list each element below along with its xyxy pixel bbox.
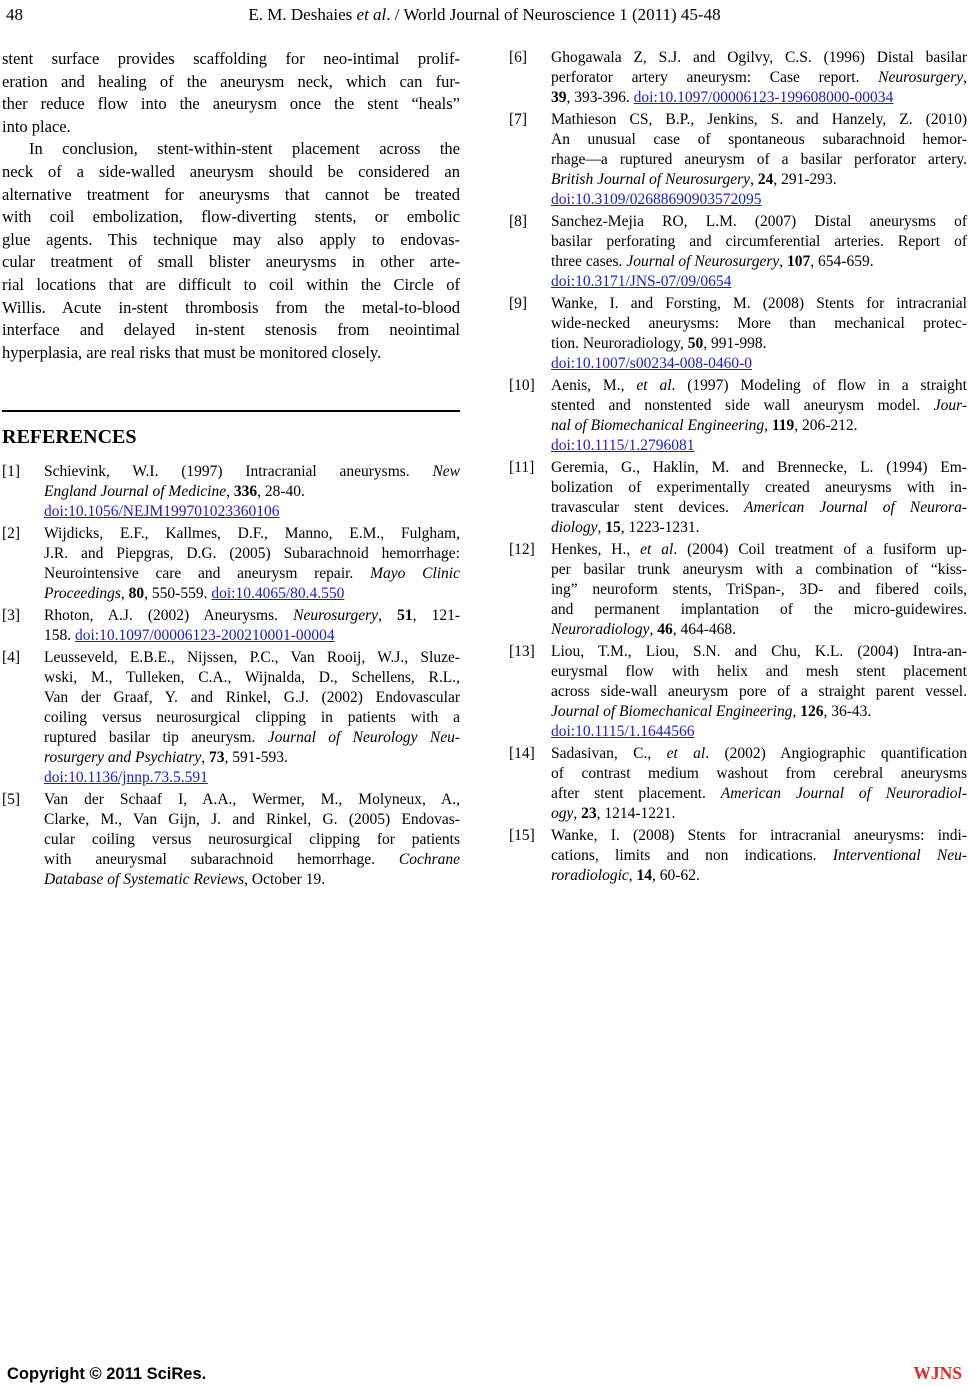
text-segment: Sanchez-Mejia RO, L.M. (2007) Distal aneurysms of xyxy=(551,213,967,230)
doi-link[interactable]: doi:10.1097/00006123-200210001-00004 xyxy=(75,627,335,645)
text-line xyxy=(551,88,967,108)
text-segment: Van der Graaf, Y. and Rinkel, G.J. (2002) Endovascular xyxy=(44,689,460,707)
text-segment: , xyxy=(628,867,637,884)
reference-content xyxy=(551,212,967,292)
text-segment: , xyxy=(779,253,788,270)
text-line xyxy=(551,150,967,170)
reference-item xyxy=(2,790,460,890)
reference-item xyxy=(2,648,460,788)
text-segment: hyperplasia, are real risks that must be monitored closely. xyxy=(2,342,382,362)
reference-item xyxy=(509,212,967,292)
text-line xyxy=(2,184,460,207)
reference-content xyxy=(551,642,967,742)
text-segment: England Journal of Medicine xyxy=(44,483,227,501)
text-segment: rhage—a ruptured aneurysm of a basilar perforator artery. xyxy=(551,151,967,168)
text-line xyxy=(2,71,460,94)
text-segment: , xyxy=(750,171,758,188)
text-segment: eurysmal flow with helix and mesh stent placement xyxy=(551,663,967,680)
text-segment: , 36-43. xyxy=(823,703,872,720)
text-line xyxy=(551,540,967,560)
text-segment: Journal of Neurosurgery xyxy=(626,253,780,270)
text-segment: Wijdicks, E.F., Kallmes, D.F., Manno, E.M., Fulgham, xyxy=(44,525,460,543)
reference-content xyxy=(44,606,460,646)
text-line xyxy=(2,116,460,139)
two-column-body xyxy=(2,48,967,892)
text-segment: Willis. Acute in-stent thrombosis from the metal-to-blood xyxy=(2,297,460,317)
copyright-text: Copyright © 2011 SciRes. xyxy=(7,1365,207,1383)
reference-label: [4] xyxy=(2,649,21,667)
text-segment: stent surface provides scaffolding for neo-intimal prolif- xyxy=(2,49,460,68)
text-line xyxy=(551,130,967,150)
references-list-right xyxy=(509,48,967,886)
text-line xyxy=(2,138,460,161)
text-segment: An unusual case of spontaneous subarachnoid hemor- xyxy=(551,131,967,148)
text-segment: Neurosurgery xyxy=(878,69,964,86)
reference-item xyxy=(2,462,460,522)
text-segment: . (2004) Coil treatment of a fusiform up- xyxy=(673,541,967,558)
text-line xyxy=(551,48,967,68)
text-segment: , xyxy=(201,749,210,767)
doi-link[interactable]: doi:10.1007/s00234-008-0460-0 xyxy=(551,355,753,372)
text-segment: Van der Schaaf I, A.A., Wermer, M., Molyneux, A., xyxy=(44,791,460,809)
text-segment: Neuroradiology xyxy=(551,621,650,638)
text-line xyxy=(44,502,460,522)
text-segment: 39 xyxy=(551,89,567,106)
text-line xyxy=(44,850,460,870)
text-line xyxy=(551,458,967,478)
reference-label: [1] xyxy=(2,463,21,481)
text-segment: 80 xyxy=(128,585,145,603)
reference-label: [15] xyxy=(509,827,535,844)
text-segment: American Journal of Neuroradiol- xyxy=(720,785,967,802)
text-segment: and permanent implantation of the micro-guidewires. xyxy=(551,601,967,618)
reference-item xyxy=(509,294,967,374)
running-title xyxy=(0,5,969,25)
doi-link[interactable]: doi:10.1115/1.2796081 xyxy=(551,437,695,454)
text-line xyxy=(44,790,460,810)
text-segment: et al xyxy=(636,377,672,394)
text-line xyxy=(2,48,460,71)
text-segment: , 291-293. xyxy=(773,171,837,188)
text-line xyxy=(44,830,460,850)
text-line xyxy=(551,784,967,804)
text-segment: ther reduce flow into the aneurysm once the stent “heals” xyxy=(2,94,460,114)
text-segment: 15 xyxy=(605,519,621,536)
reference-label: [12] xyxy=(509,541,535,558)
text-line xyxy=(44,524,460,544)
text-segment: ruptured basilar tip aneurysm. xyxy=(44,729,268,747)
text-segment: J.R. and Piepgras, D.G. (2005) Subarachnoid hemorrhage: xyxy=(44,545,460,563)
doi-link[interactable]: doi:10.1136/jnnp.73.5.591 xyxy=(44,769,208,787)
doi-link[interactable]: doi:10.4065/80.4.550 xyxy=(211,585,345,603)
text-segment: Journal of Neurology Neu- xyxy=(267,729,460,747)
text-line xyxy=(551,294,967,314)
text-line xyxy=(551,620,967,640)
reference-item xyxy=(509,48,967,108)
reference-label: [5] xyxy=(2,791,21,809)
reference-item xyxy=(509,458,967,538)
text-line xyxy=(44,728,460,748)
reference-label: [13] xyxy=(509,643,535,660)
text-segment: Interventional Neu- xyxy=(832,847,967,864)
text-segment: , October 19. xyxy=(244,871,326,889)
text-line xyxy=(551,190,967,210)
text-line xyxy=(2,93,460,116)
text-segment: In conclusion, stent-within-stent placement across the xyxy=(29,139,460,159)
text-segment: 46 xyxy=(657,621,673,638)
reference-label: [8] xyxy=(509,213,528,230)
text-segment: , 464-468. xyxy=(672,621,736,638)
reference-content xyxy=(551,294,967,374)
text-line xyxy=(551,662,967,682)
text-segment: Database of Systematic Reviews xyxy=(44,871,245,889)
text-segment: wide-necked aneurysms: More than mechanical protec- xyxy=(551,315,967,332)
reference-content xyxy=(551,540,967,640)
text-line xyxy=(44,870,460,890)
doi-link[interactable]: doi:10.1115/1.1644566 xyxy=(551,723,695,740)
text-segment: , 121- xyxy=(412,607,461,625)
reference-label: [6] xyxy=(509,49,528,66)
right-column xyxy=(509,48,967,892)
text-segment: Neurointensive care and aneurysm repair. xyxy=(44,565,371,583)
text-segment: Wanke, I. and Forsting, M. (2008) Stents for intracranial xyxy=(551,295,967,312)
text-segment: neck of a side-walled aneurysm should be considered an xyxy=(2,161,460,181)
text-segment: interface and delayed in-stent stenosis from neointimal xyxy=(2,320,460,340)
page-header xyxy=(0,0,969,27)
reference-item xyxy=(509,376,967,456)
text-line xyxy=(2,251,460,274)
text-line xyxy=(44,626,460,646)
text-segment: 107 xyxy=(787,253,811,270)
text-line xyxy=(551,722,967,742)
reference-item xyxy=(509,540,967,640)
doi-link[interactable]: doi:10.1097/00006123-199608000-00034 xyxy=(633,89,894,106)
journal-code: WJNS xyxy=(913,1363,962,1383)
text-segment: three cases. xyxy=(551,253,627,270)
reference-content xyxy=(44,648,460,788)
text-segment: , xyxy=(378,607,398,625)
text-segment: Rhoton, A.J. (2002) Aneurysms. xyxy=(44,607,294,625)
text-segment: Wanke, I. (2008) Stents for intracranial aneurysms: indi- xyxy=(551,827,967,844)
text-segment: . / World Journal of Neuroscience 1 (2011) 45-48 xyxy=(386,5,721,24)
text-line xyxy=(44,648,460,668)
text-segment: rosurgery and Psychiatry xyxy=(44,749,202,767)
text-segment: coiling versus neurosurgical clipping in patients with a xyxy=(44,709,460,727)
text-segment: 158. xyxy=(44,627,75,645)
text-line xyxy=(551,252,967,272)
reference-content xyxy=(44,462,460,522)
text-line xyxy=(551,518,967,538)
text-line xyxy=(2,274,460,297)
text-segment: ogy xyxy=(551,805,574,822)
text-line xyxy=(2,297,460,320)
text-segment: Jour- xyxy=(933,397,967,414)
text-line xyxy=(551,212,967,232)
text-line xyxy=(551,68,967,88)
text-segment: perforator artery aneurysm: Case report. xyxy=(551,69,879,86)
text-segment: , xyxy=(226,483,234,501)
text-line xyxy=(44,668,460,688)
reference-item xyxy=(509,642,967,742)
text-segment: travascular stent devices. xyxy=(551,499,744,516)
text-line xyxy=(2,319,460,342)
text-line xyxy=(2,229,460,252)
section-divider xyxy=(2,410,460,412)
text-segment: , xyxy=(963,69,967,86)
text-line xyxy=(44,482,460,502)
text-segment: E. M. Deshaies xyxy=(248,5,357,24)
reference-label: [9] xyxy=(509,295,528,312)
text-segment: Journal of Biomechanical Engineering xyxy=(551,703,793,720)
text-line xyxy=(551,110,967,130)
text-segment: cations, limits and non indications. xyxy=(551,847,833,864)
text-segment: Ghogawala Z, S.J. and Ogilvy, C.S. (1996) Distal basilar xyxy=(551,49,967,66)
text-segment: et al xyxy=(356,5,387,24)
text-segment: Henkes, H., xyxy=(551,541,641,558)
text-segment: , xyxy=(573,805,582,822)
reference-label: [2] xyxy=(2,525,21,543)
text-segment: American Journal of Neurora- xyxy=(743,499,967,516)
body-paragraphs xyxy=(2,48,460,364)
text-segment: nal of Biomechanical Engineering xyxy=(551,417,765,434)
text-line xyxy=(551,272,967,292)
text-line xyxy=(551,376,967,396)
text-segment: after stent placement. xyxy=(551,785,721,802)
text-segment: , xyxy=(649,621,658,638)
text-segment: glue agents. This technique may also apply to endovas- xyxy=(2,229,460,249)
text-segment: tion. Neuroradiology, xyxy=(551,335,688,352)
text-segment: basilar perforating and circumferential arteries. Report of xyxy=(551,233,967,250)
left-column xyxy=(2,48,460,892)
reference-content xyxy=(551,458,967,538)
text-line xyxy=(551,416,967,436)
text-segment: 50 xyxy=(687,335,704,352)
text-segment: , 550-559. xyxy=(144,585,212,603)
text-segment: Geremia, G., Haklin, M. and Brennecke, L. (1994) Em- xyxy=(551,459,967,476)
text-segment: with coil embolization, flow-diverting stents, or embolic xyxy=(2,207,460,227)
text-segment: . (2002) Angiographic quantification xyxy=(705,745,967,762)
text-segment: stented and nonstented side wall aneurysm model. xyxy=(551,397,934,414)
text-segment: , xyxy=(120,585,129,603)
reference-content xyxy=(44,790,460,890)
text-segment: eration and healing of the aneurysm neck, which can fur- xyxy=(2,71,460,91)
text-line xyxy=(551,764,967,784)
text-segment: 119 xyxy=(771,417,795,434)
reference-content xyxy=(551,110,967,210)
text-line xyxy=(551,396,967,416)
text-segment: 126 xyxy=(800,703,824,720)
text-segment: cular treatment of small blister aneurysms in other arte- xyxy=(2,252,460,272)
text-segment: et al xyxy=(666,745,706,762)
reference-content xyxy=(44,524,460,604)
text-segment: ing” neuroform stents, TriSpan-, 3D- and fibered coils, xyxy=(551,581,967,598)
text-segment: Sadasivan, C., xyxy=(551,745,667,762)
text-line xyxy=(2,161,460,184)
reference-content xyxy=(551,48,967,108)
text-line xyxy=(44,768,460,788)
text-segment: 336 xyxy=(233,483,258,501)
references-heading: REFERENCES xyxy=(2,426,137,449)
text-segment: , 654-659. xyxy=(810,253,874,270)
text-segment: , 28-40. xyxy=(257,483,305,501)
text-segment: Aenis, M., xyxy=(551,377,637,394)
text-segment: rial locations that are difficult to coil within the Circle of xyxy=(2,274,460,294)
text-segment: Mayo Clinic xyxy=(370,565,460,583)
text-segment: , 991-998. xyxy=(703,335,767,352)
text-segment: into place. xyxy=(2,116,71,136)
text-segment: 23 xyxy=(581,805,597,822)
text-segment: New xyxy=(432,463,460,481)
text-line xyxy=(551,866,967,886)
text-line xyxy=(551,826,967,846)
text-line xyxy=(551,846,967,866)
text-segment: Mathieson CS, B.P., Jenkins, S. and Hanzely, Z. (2010) xyxy=(551,111,967,128)
text-segment: , 591-593. xyxy=(224,749,288,767)
text-segment: bolization of experimentally created aneurysms with in- xyxy=(551,479,967,496)
text-line xyxy=(551,498,967,518)
text-line xyxy=(44,606,460,626)
text-segment: , 60-62. xyxy=(652,867,700,884)
text-line xyxy=(44,688,460,708)
text-segment: , 206-212. xyxy=(794,417,858,434)
text-segment: 51 xyxy=(397,607,413,625)
text-segment: cular coiling versus neurosurgical clipping for patients xyxy=(44,831,460,849)
references-list-left xyxy=(2,462,460,890)
text-segment: 14 xyxy=(636,867,653,884)
text-line xyxy=(551,232,967,252)
text-line xyxy=(44,748,460,768)
text-segment: of contrast medium washout from cerebral aneurysms xyxy=(551,765,967,782)
text-line xyxy=(551,560,967,580)
text-line xyxy=(551,804,967,824)
text-line xyxy=(551,478,967,498)
reference-item xyxy=(2,524,460,604)
text-segment: . (1997) Modeling of flow in a straight xyxy=(671,377,967,394)
reference-item xyxy=(2,606,460,646)
text-segment: 24 xyxy=(757,171,774,188)
text-line xyxy=(44,708,460,728)
text-segment: , xyxy=(764,417,772,434)
text-segment: , xyxy=(597,519,606,536)
text-segment: Cochrane xyxy=(398,851,460,869)
text-line xyxy=(551,600,967,620)
doi-link[interactable]: doi:10.3109/02688690903572095 xyxy=(551,191,762,208)
reference-item xyxy=(509,744,967,824)
doi-link[interactable]: doi:10.1056/NEJM199701023360106 xyxy=(44,503,280,521)
page-footer xyxy=(0,1363,969,1384)
text-line xyxy=(551,642,967,662)
reference-label: [10] xyxy=(509,377,535,394)
text-segment: Clarke, M., Van Gijn, J. and Rinkel, G. (2005) Endovas- xyxy=(44,811,460,829)
text-line xyxy=(551,702,967,722)
text-line xyxy=(551,354,967,374)
text-line xyxy=(44,564,460,584)
page-number: 48 xyxy=(6,5,23,24)
text-line xyxy=(551,334,967,354)
text-line xyxy=(44,544,460,564)
text-segment: across side-wall aneurysm pore of a straight parent vessel. xyxy=(551,683,967,700)
text-line xyxy=(551,170,967,190)
text-line xyxy=(551,580,967,600)
text-segment: alternative treatment for aneurysms that cannot be treated xyxy=(2,184,460,204)
reference-label: [14] xyxy=(509,745,535,762)
text-line xyxy=(2,342,460,365)
text-line xyxy=(44,810,460,830)
text-segment: Liou, T.M., Liou, S.N. and Chu, K.L. (2004) Intra-an- xyxy=(551,643,967,660)
text-segment: roradiologic xyxy=(551,867,629,884)
text-segment: wski, M., Tulleken, C.A., Wijnalda, D., Schellens, R.L., xyxy=(44,669,460,687)
text-segment: , xyxy=(792,703,801,720)
text-segment: 73 xyxy=(209,749,225,767)
text-segment: diology xyxy=(551,519,598,536)
text-segment: per basilar trunk aneurysm with a combination of “kiss- xyxy=(551,561,967,578)
text-segment: , 393-396. xyxy=(566,89,634,106)
reference-label: [7] xyxy=(509,111,528,128)
reference-content xyxy=(551,376,967,456)
text-line xyxy=(44,462,460,482)
text-line xyxy=(551,744,967,764)
body-paragraph xyxy=(2,48,460,138)
text-line xyxy=(551,436,967,456)
text-segment: , 1214-1221. xyxy=(596,805,676,822)
reference-content xyxy=(551,744,967,824)
text-line xyxy=(44,584,460,604)
text-segment: Proceedings xyxy=(44,585,121,603)
reference-label: [11] xyxy=(509,459,535,476)
text-line xyxy=(551,682,967,702)
text-segment: British Journal of Neurosurgery xyxy=(551,171,751,188)
reference-item xyxy=(509,826,967,886)
text-segment: Schievink, W.I. (1997) Intracranial aneurysms. xyxy=(44,463,433,481)
text-segment: et al xyxy=(640,541,674,558)
reference-label: [3] xyxy=(2,607,21,625)
doi-link[interactable]: doi:10.3171/JNS-07/09/0654 xyxy=(551,273,732,290)
body-paragraph xyxy=(2,138,460,364)
text-line xyxy=(551,314,967,334)
text-segment: , 1223-1231. xyxy=(620,519,700,536)
reference-content xyxy=(551,826,967,886)
text-segment: Neurosurgery xyxy=(293,607,379,625)
reference-item xyxy=(509,110,967,210)
text-segment: Leusseveld, E.B.E., Nijssen, P.C., Van Rooij, W.J., Sluze- xyxy=(44,649,460,667)
text-line xyxy=(2,206,460,229)
text-segment: with aneurysmal subarachnoid hemorrhage. xyxy=(44,851,399,869)
